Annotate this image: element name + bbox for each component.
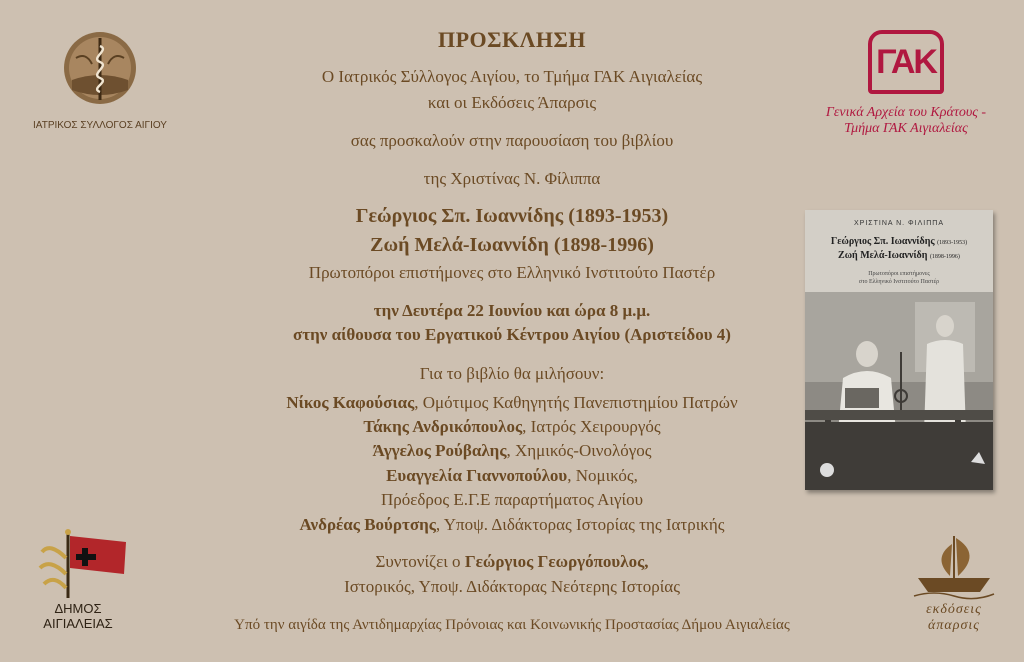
gak-label-line-2: Τμήμα ΓΑΚ Αιγιαλείας [844,121,968,136]
gak-logo-mark: ΓΑΚ [876,43,936,81]
invitation-title: ΠΡΟΣΚΛΗΣΗ [437,27,587,52]
book-cover-title-2: Ζωή Μελά-Ιωαννίδη (1898-1996) [838,250,960,261]
book-subtitle: Πρωτοπόροι επιστήμονες στο Ελληνικό Ινστιτούτο Παστέρ [308,263,716,282]
event-venue: στην αίθουσα του Εργατικού Κέντρου Αιγίου (Αριστείδου 4) [293,325,731,344]
medical-association-logo [62,30,138,106]
speakers-heading: Για το βιβλίο θα μιλήσουν: [419,364,605,383]
speaker-4: Ευαγγελία Γιαννοπούλου, Νομικός, [386,466,638,485]
gak-logo [868,30,944,94]
auspices-line: Υπό την αιγίδα της Αντιδημαρχίας Πρόνοιας και Κοινωνικής Προστασίας Δήμου Αιγιαλείας [234,617,790,633]
gak-label-line-1: Γενικά Αρχεία του Κράτους - [825,105,987,120]
book-cover-photo [805,292,993,490]
medical-association-label: ΙΑΤΡΙΚΟΣ ΣΥΛΛΟΓΟΣ ΑΙΓΙΟΥ [33,120,167,131]
dimos-label-line-1: ΔΗΜΟΣ [54,601,102,616]
dimos-label-line-2: ΑΙΓΙΑΛΕΙΑΣ [43,616,113,631]
dimos-flag-logo [38,528,130,600]
book-cover-author: ΧΡΙΣΤΙΝΑ Ν. ΦΙΛΙΠΠΑ [854,220,944,227]
speaker-2: Τάκης Ανδρικόπουλος, Ιατρός Χειρουργός [363,417,661,436]
coordinator-role: Ιστορικός, Υποψ. Διδάκτορας Νεότερης Ιστορίας [344,577,680,596]
aparsis-ship-logo [912,532,996,600]
aparsis-label-line-1: εκδόσεις [926,602,982,617]
event-date: την Δευτέρα 22 Ιουνίου και ώρα 8 μ.μ. [373,301,651,320]
hosts-line-2: και οι Εκδόσεις Άπαρσις [427,93,597,112]
book-cover-title-1: Γεώργιος Σπ. Ιωαννίδης (1893-1953) [830,236,968,247]
speaker-5: Ανδρέας Βούρτσης, Υποψ. Διδάκτορας Ιστορίας της Ιατρικής [299,515,725,534]
book-cover-image [805,210,993,490]
aparsis-label-line-2: άπαρσις [928,618,980,633]
book-title-line-1: Γεώργιος Σπ. Ιωαννίδης (1893-1953) [355,205,669,227]
speaker-1: Νίκος Καφούσιας, Ομότιμος Καθηγητής Πανεπιστημίου Πατρών [286,393,738,412]
speaker-3: Άγγελος Ρούβαλης, Χημικός-Οινολόγος [372,441,652,460]
invite-line: σας προσκαλούν στην παρουσίαση του βιβλίου [350,131,674,150]
speaker-4-role: Πρόεδρος Ε.Γ.Ε παραρτήματος Αιγίου [380,490,643,509]
coordinator-line: Συντονίζει ο Γεώργιος Γεωργόπουλος, [375,552,649,571]
book-title-line-2: Ζωή Μελά-Ιωαννίδη (1898-1996) [370,234,654,256]
hosts-line-1: Ο Ιατρικός Σύλλογος Αιγίου, το Τμήμα ΓΑΚ Αιγιαλείας [321,67,703,86]
book-cover-subtitle: Πρωτοπόροι επιστήμονες στο Ελληνικό Ινστιτούτο Παστέρ [858,271,940,285]
author-line: της Χριστίνας Ν. Φίλιππα [423,169,601,188]
